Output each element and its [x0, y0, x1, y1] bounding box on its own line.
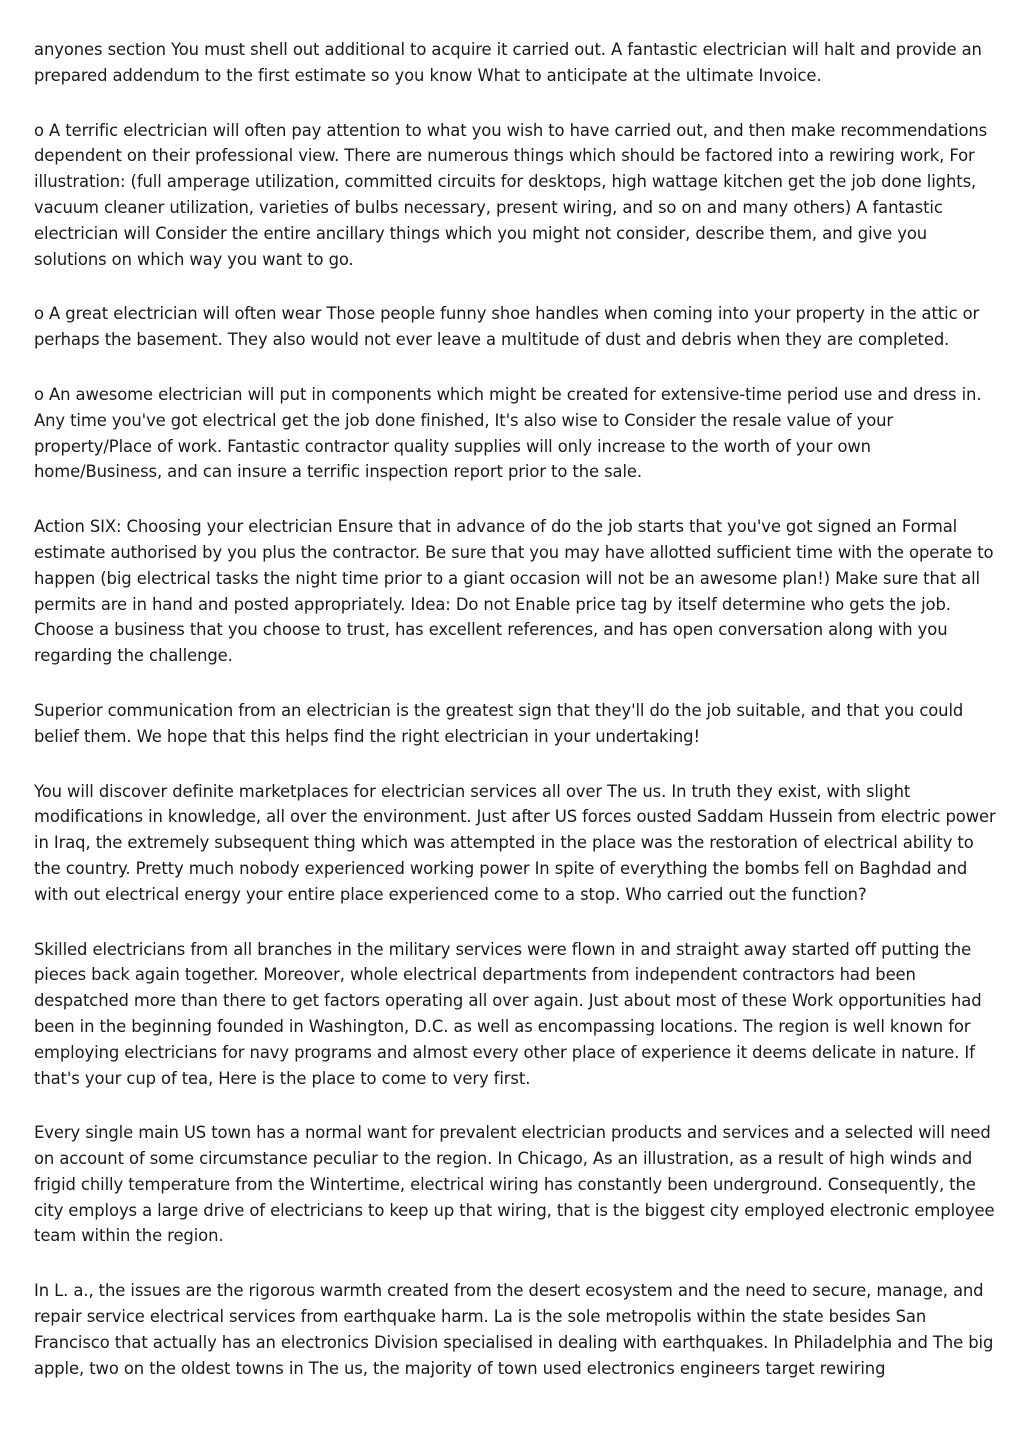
paragraph-9: Every single main US town has a normal want for prevalent electrician products and services and a selected will need on account of some circumstance peculiar to the region. In Chicago, As an illustration, as a result of high winds and frigid chilly temperature from the Wintertime, electrical wiring has constantly been underground. Consequently, the city employs a large drive of electricians to keep up that wiring, that is the biggest city employed electronic employee team within the region. — [34, 1123, 995, 1246]
paragraph-1: anyones section You must shell out additional to acquire it carried out. A fantastic electrician will halt and provide an prepared addendum to the first estimate so you know What to anticipate at the ultimate Invoice. — [34, 40, 982, 85]
paragraph-3: o A great electrician will often wear Those people funny shoe handles when coming into your property in the attic or perhaps the basement. They also would not ever leave a multitude of dust and debris when they are completed. — [34, 304, 980, 350]
paragraph-7: You will discover definite marketplaces for electrician services all over The us. In truth they exist, with slight modifications in knowledge, all over the environment. Just after US forces ousted Saddam Hussein from electric power in Iraq, the extremely subsequent thing which was attempted in the place was the restoration of electrical ability to the country. Pretty much nobody experienced working power In spite of everything the bombs fell on Baghdad and with out electrical energy your entire place experienced come to a stop. Who carried out the function? — [34, 781, 996, 904]
paragraph-5: Action SIX: Choosing your electrician Ensure that in advance of do the job starts that you've got signed an Formal estimate authorised by you plus the contractor. Be sure that you may have allotted sufficient time with the operate to happen (big electrical tasks the night time prior to a giant occasion will not be an awesome plan!) Make sure that all permits are in hand and posted appropriately. Idea: Do not Enable price tag by itself determine who gets the job. Choose a business that you choose to trust, has excellent references, and has open conversation along with you regarding the challenge. — [34, 517, 994, 666]
paragraph-6: Superior communication from an electrician is the greatest sign that they'll do the job suitable, and that you could belief them. We hope that this helps find the right electrician in your undertaking! — [34, 700, 964, 746]
paragraph-4: o An awesome electrician will put in components which might be created for extensive-time period use and dress in. Any time you've got electrical get the job done finished, It's also wise to Consider the resale value of your property/Place of work. Fantastic contractor quality supplies will only increase to the worth of your own home/Business, and can insure a terrific inspection report prior to the sale. — [34, 384, 982, 482]
paragraph-2: o A terrific electrician will often pay attention to what you wish to have carried out, and then make recommendations dependent on their professional view. There are numerous things which should be factored into a rewiring work, For illustration: (full amperage utilization, committed circuits for desktops, high wattage kitchen get the job done lights, vacuum cleaner utilization, varieties of bulbs necessary, present wiring, and so on and many others) A fantastic electrician will Consider the entire ancillary things which you might not consider, describe them, and give you solutions on which way you want to go. — [34, 120, 988, 269]
document-body — [34, 37, 996, 1410]
paragraph-8: Skilled electricians from all branches in the military services were flown in and straight away started off putting the pieces back again together. Moreover, whole electrical departments from independent contractors had been despatched more than there to get factors operating all over again. Just about most of these Work opportunities had been in the beginning founded in Washington, D.C. as well as encompassing locations. The region is well known for employing electricians for navy programs and almost every other place of experience it deems delicate in nature. If that's your cup of tea, Here is the place to come to very first. — [34, 939, 982, 1088]
paragraph-10: In L. a., the issues are the rigorous warmth created from the desert ecosystem and the need to secure, manage, and repair service electrical services from earthquake harm. La is the sole metropolis within the state besides San Francisco that actually has an electronics Division specialised in dealing with earthquakes. In Philadelphia and The big apple, two on the oldest towns in The us, the majority of town used electronics engineers target rewiring — [34, 1281, 994, 1378]
